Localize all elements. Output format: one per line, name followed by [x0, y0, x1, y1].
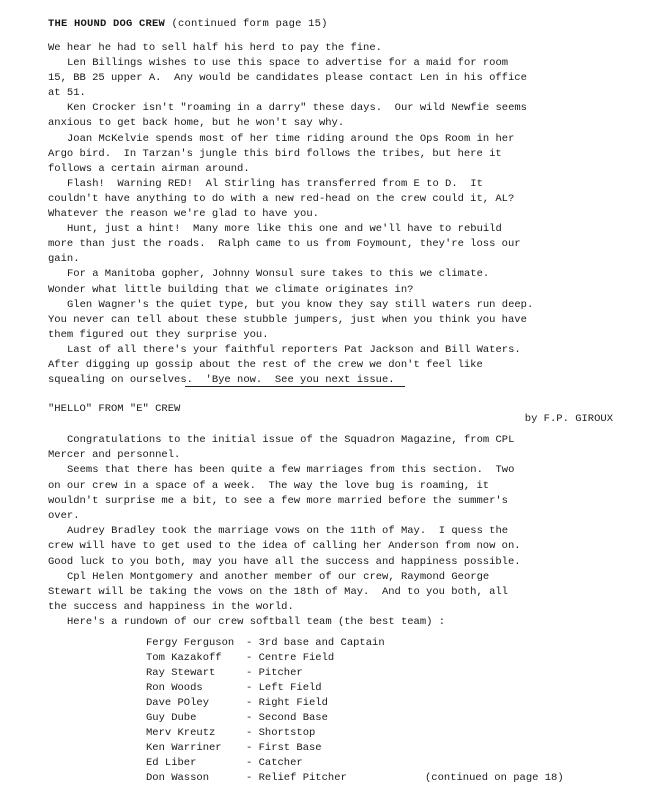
player-name: Merv Kreutz: [146, 727, 216, 740]
text-line: Seems that there has been quite a few marriages from this section. Two: [67, 464, 515, 477]
article-body: [48, 433, 613, 631]
section-heading: [48, 403, 613, 433]
text-line: Congratulations to the initial issue of the Squadron Magazine, from CPL: [67, 434, 515, 446]
text-line: on our crew in a space of a week. The way the love bug is roaming, it: [48, 479, 490, 492]
player-name: Ron Woods: [146, 681, 203, 694]
hound-dog-crew-section: [48, 18, 613, 388]
text-line: anxious to get back home, but he won't say why.: [48, 117, 345, 130]
text-line: more than just the roads. Ralph came to us from Foymount, they're loss our: [48, 238, 521, 251]
player-name: Don Wasson: [146, 772, 210, 785]
player-name: Guy Dube: [146, 712, 197, 725]
text-line: wouldn't surprise me a bit, to see a few more married before the summer's: [48, 494, 508, 507]
continued-on-note: (continued on page 18): [425, 772, 564, 785]
player-name: Fergy Ferguson: [146, 636, 235, 649]
roster-row: [146, 756, 613, 771]
player-name: Dave POley: [146, 697, 210, 710]
softball-team-roster: [146, 636, 613, 787]
text-line: 15, BB 25 upper A. Any would be candidates please contact Len in his office: [48, 72, 527, 85]
section-title: THE HOUND DOG CREW: [48, 18, 166, 30]
roster-row: [146, 696, 613, 711]
continued-from-note: (continued form page 15): [171, 18, 328, 30]
player-position: - First Base: [246, 742, 322, 755]
text-line: Hunt, just a hint! Many more like this one and we'll have to rebuild: [67, 223, 502, 236]
text-line: Glen Wagner's the quiet type, but you know they say still waters run deep.: [67, 298, 534, 311]
player-position: - Right Field: [246, 697, 328, 710]
roster-row: [146, 726, 613, 741]
text-line: crew will have to get used to the idea of calling her Anderson from now on.: [48, 540, 521, 553]
text-line: After digging up gossip about the rest of the crew we don't feel like: [48, 358, 483, 371]
player-position: - Catcher: [246, 757, 303, 770]
roster-row: [146, 681, 613, 696]
section-title: "HELLO" FROM "E" CREW: [48, 403, 181, 415]
text-line: Audrey Bradley took the marriage vows on the 11th of May. I quess the: [67, 525, 509, 538]
roster-row: [146, 651, 613, 666]
text-line: the success and happiness in the world.: [48, 601, 294, 614]
player-position: - Relief Pitcher: [246, 772, 347, 785]
text-line: Len Billings wishes to use this space to advertise for a maid for room: [67, 57, 509, 70]
roster-row: [146, 666, 613, 681]
player-position: - Pitcher: [246, 666, 303, 679]
player-name: Ken Warriner: [146, 742, 222, 755]
section-divider: [185, 386, 405, 387]
player-position: - Left Field: [246, 681, 322, 694]
player-position: - Shortstop: [246, 727, 316, 740]
roster-row: [146, 636, 613, 651]
text-line: couldn't have anything to do with a new red-head on the crew could it, AL?: [48, 192, 515, 205]
roster-row: [146, 741, 613, 756]
player-position: - Second Base: [246, 712, 328, 725]
player-name: Ed Liber: [146, 757, 197, 770]
text-line: at 51.: [48, 87, 86, 100]
text-line: Mercer and personnel.: [48, 449, 181, 462]
text-line: gain.: [48, 253, 80, 266]
text-line: over.: [48, 510, 80, 523]
text-line: squealing on ourselves. 'Bye now. See you next issue.: [48, 374, 395, 387]
text-line: Stewart will be taking the vows on the 18th of May. And to you both, all: [48, 586, 508, 599]
text-line: Ken Crocker isn't "roaming in a darry" these days. Our wild Newfie seems: [67, 102, 527, 115]
text-line: Whatever the reason we're glad to have you.: [48, 208, 319, 221]
byline: by F.P. GIROUX: [524, 413, 613, 425]
text-line: Good luck to you both, may you have all the success and happiness possible.: [48, 555, 521, 568]
player-position: - 3rd base and Captain: [246, 636, 385, 649]
player-position: - Centre Field: [246, 651, 335, 664]
text-line: Wonder what little building that we climate originates in?: [48, 283, 414, 296]
player-name: Ray Stewart: [146, 666, 216, 679]
text-line: Flash! Warning RED! Al Stirling has transferred from E to D. It: [67, 177, 483, 190]
text-line: Joan McKelvie spends most of her time riding around the Ops Room in her: [67, 132, 515, 145]
text-line: You never can tell about these stubble jumpers, just when you think you have: [48, 313, 527, 326]
text-line: them figured out they surprise you.: [48, 328, 269, 341]
section-heading: [48, 18, 613, 30]
text-line: We hear he had to sell half his herd to pay the fine.: [48, 42, 382, 54]
text-line: Here's a rundown of our crew softball team (the best team) :: [67, 616, 446, 629]
text-line: For a Manitoba gopher, Johnny Wonsul sure takes to this we climate.: [67, 268, 490, 281]
text-line: Cpl Helen Montgomery and another member of our crew, Raymond George: [67, 570, 490, 583]
e-crew-section: [48, 403, 613, 787]
text-line: follows a certain airman around.: [48, 162, 250, 175]
roster-row: [146, 711, 613, 726]
text-line: Argo bird. In Tarzan's jungle this bird follows the tribes, but here it: [48, 147, 502, 160]
player-name: Tom Kazakoff: [146, 651, 222, 664]
text-line: Last of all there's your faithful reporters Pat Jackson and Bill Waters.: [67, 343, 521, 356]
roster-row: [146, 771, 613, 786]
